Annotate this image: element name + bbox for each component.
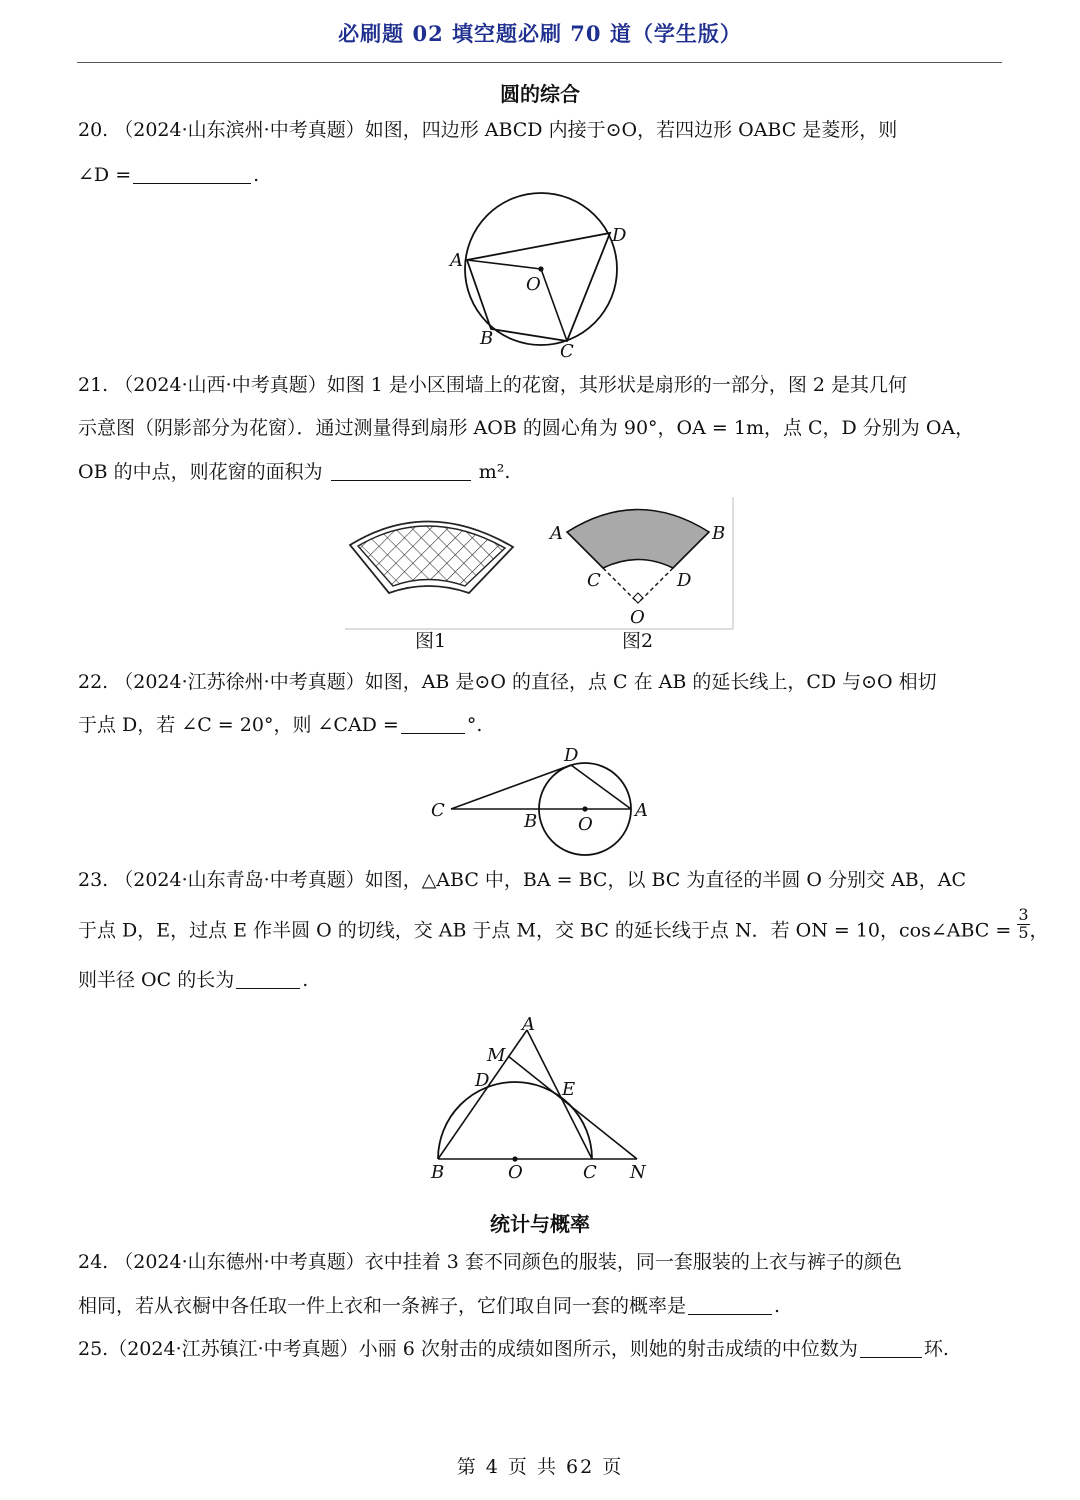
q23-line2-text: 于点 D，E，过点 E 作半圆 O 的切线，交 AB 于点 M，交 BC 的延长线于点 N．若 ON = 10，cos∠ABC = [78, 919, 1012, 942]
q21-text-line3 [78, 462, 510, 482]
q23-suffix: . [302, 969, 309, 991]
q22-text-line2 [78, 715, 482, 735]
q21-text-line1: 21. （2024·山西·中考真题）如图 1 是小区围墙上的花窗，其形状是扇形的一部分，图 2 是其几何 [78, 374, 908, 396]
q21-label-b: B [712, 523, 726, 544]
q23-tangent-mn [508, 1056, 637, 1159]
q23-center-dot [512, 1156, 517, 1161]
q22-answer-blank[interactable] [401, 715, 465, 734]
q23-side-ba [438, 1030, 527, 1159]
q20-label-b: B [480, 328, 494, 349]
q23-label-n: N [630, 1162, 646, 1183]
q21-caption-fig2: 图2 [622, 630, 654, 652]
q22-label-a: A [635, 800, 648, 821]
q25-prefix: 25.（2024·江苏镇江·中考真题）小丽 6 次射击的成绩如图所示，则她的射击成绩的中位数为 [78, 1338, 858, 1360]
q21-label-d: D [677, 570, 692, 591]
q24-prefix: 相同，若从衣橱中各任取一件上衣和一条裤子，它们取自同一套的概率是 [78, 1295, 687, 1317]
q22-chord-da [571, 765, 631, 809]
q22-text-line1: 22. （2024·江苏徐州·中考真题）如图，AB 是⊙O 的直径，点 C 在 AB 的延长线上，CD 与⊙O 相切 [78, 671, 937, 693]
q20-text-line2 [78, 165, 259, 185]
q21-suffix: m². [478, 461, 511, 483]
figure-q20-inscribed-quadrilateral [440, 190, 640, 365]
q23-label-b: B [431, 1162, 445, 1183]
q21-label-o: O [630, 607, 645, 628]
q23-text-line1: 23. （2024·山东青岛·中考真题）如图，△ABC 中，BA = BC，以 BC 为直径的半圆 O 分别交 AB，AC [78, 869, 967, 891]
q22-center-dot [582, 806, 587, 811]
q24-text-line2 [78, 1296, 780, 1316]
q22-label-b: B [524, 811, 538, 832]
q21-fig2-shaded-region [567, 510, 709, 569]
q24-suffix: . [774, 1295, 781, 1317]
q20-text-line1: 20. （2024·山东滨州·中考真题）如图，四边形 ABCD 内接于⊙O，若四边形 OABC 是菱形，则 [78, 119, 898, 141]
page-footer: 第 4 页 共 62 页 [456, 1456, 624, 1478]
header-divider [77, 62, 1002, 63]
q21-fig2-right-angle-mark [633, 593, 643, 603]
q23-fraction-numerator: 3 [1018, 905, 1029, 924]
q23-label-a: A [522, 1014, 535, 1035]
q21-caption-fig1: 图1 [415, 630, 447, 652]
q23-label-o: O [508, 1162, 523, 1183]
section-title-circle: 圆的综合 [500, 82, 580, 106]
q23-label-e: E [562, 1079, 576, 1100]
q23-label-c: C [583, 1162, 597, 1183]
q21-answer-blank[interactable] [331, 462, 471, 481]
q23-fraction [1017, 907, 1029, 942]
q24-answer-blank[interactable] [688, 1296, 772, 1315]
q23-label-d: D [475, 1070, 490, 1091]
q23-line2-end: ， [1029, 919, 1049, 942]
q20-label-o: O [526, 274, 541, 295]
q23-side-ac [527, 1030, 592, 1159]
figure-q23-semicircle-triangle [425, 1012, 655, 1184]
q22-label-d: D [564, 745, 579, 766]
q21-label-c: C [587, 570, 601, 591]
q20-suffix: . [253, 164, 260, 186]
q25-text-line1 [78, 1339, 949, 1359]
q23-text-line2 [78, 905, 1049, 942]
q23-fraction-denominator: 5 [1018, 922, 1029, 942]
q21-text-line2: 示意图（阴影部分为花窗）．通过测量得到扇形 AOB 的圆心角为 90°，OA = 1m，点 C，D 分别为 OA， [78, 417, 975, 439]
figure-q22-tangent-circle [425, 745, 655, 840]
q21-label-a: A [550, 523, 563, 544]
section-title-stats: 统计与概率 [490, 1212, 590, 1236]
q25-answer-blank[interactable] [860, 1339, 922, 1358]
q20-prefix: ∠D = [78, 164, 132, 186]
q23-answer-blank[interactable] [236, 970, 300, 989]
q20-answer-blank[interactable] [133, 165, 251, 184]
q20-label-c: C [560, 341, 574, 362]
q22-tangent-cd [451, 765, 571, 809]
q23-label-m: M [487, 1045, 506, 1066]
q23-prefix: 则半径 OC 的长为 [78, 969, 235, 991]
q24-text-line1: 24. （2024·山东德州·中考真题）衣中挂着 3 套不同颜色的服装，同一套服装的上衣与裤子的颜色 [78, 1251, 902, 1273]
q22-label-o: O [578, 814, 593, 835]
page-header: 必刷题 02 填空题必刷 70 道（学生版） [338, 21, 742, 46]
q22-label-c: C [431, 800, 445, 821]
q20-label-d: D [612, 225, 627, 246]
q20-segment-oc [541, 269, 567, 341]
figure-q21-flower-window [345, 495, 735, 655]
q22-prefix: 于点 D，若 ∠C = 20°，则 ∠CAD = [78, 714, 399, 736]
q21-prefix: OB 的中点，则花窗的面积为 [78, 461, 323, 483]
q25-suffix: 环. [923, 1338, 949, 1360]
q20-label-a: A [450, 250, 463, 271]
q22-suffix: °. [466, 714, 483, 736]
q20-center-dot [538, 266, 543, 271]
q20-segment-ao [467, 260, 541, 269]
q23-text-line3 [78, 970, 308, 990]
